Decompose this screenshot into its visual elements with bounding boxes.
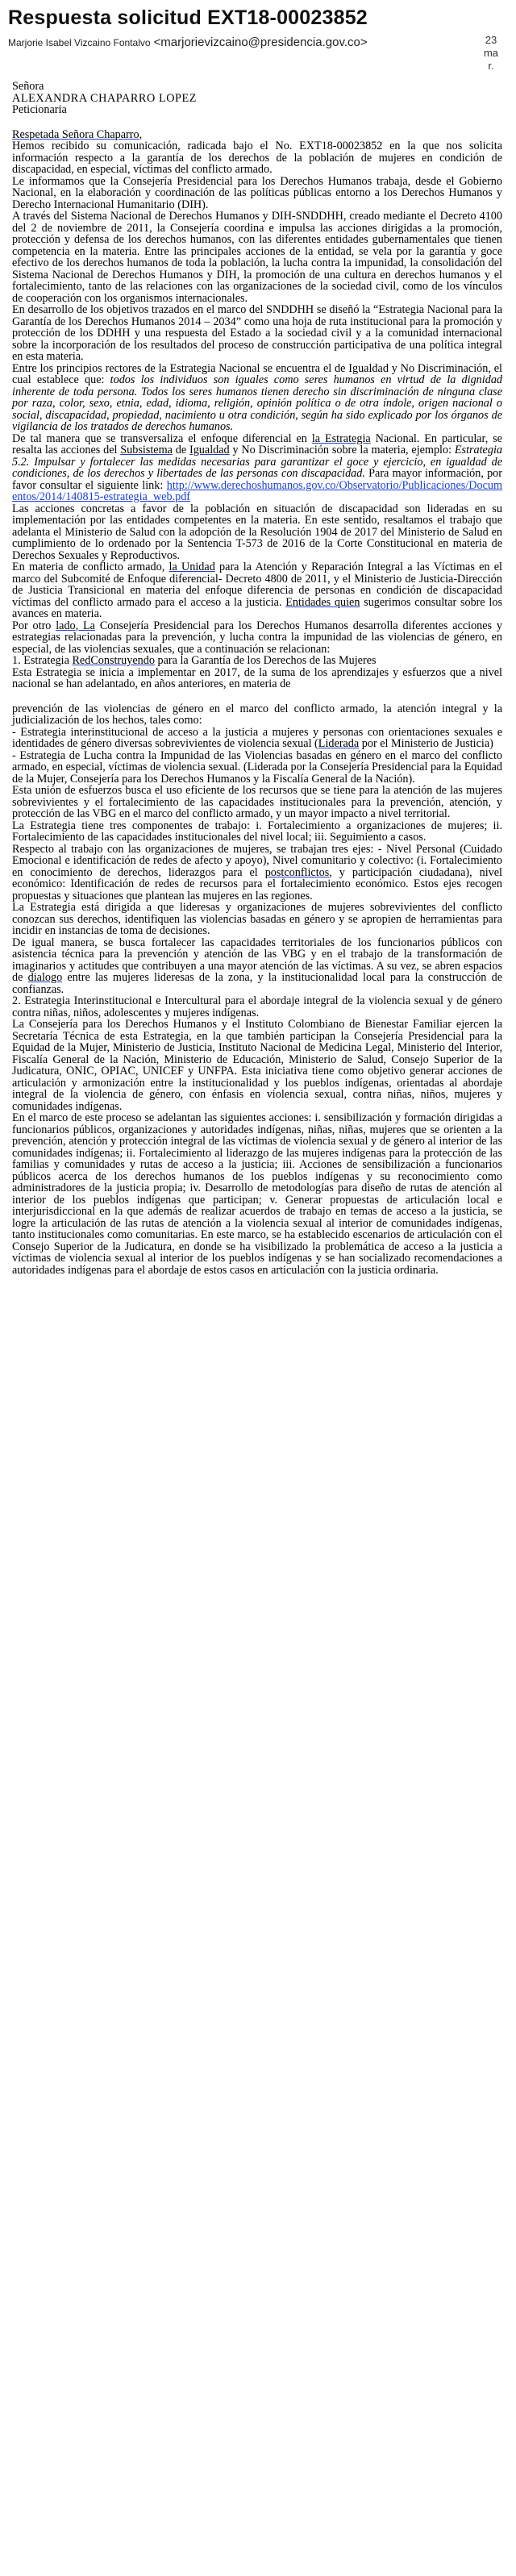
text-run: Respecto al trabajo con las organizaciones de mujeres, se trabajan tres ejes: - Nivel Personal (Cuidado Emocional e identificación de redes de afecto y apoyo), Nivel comunitario y colectivo: (i. Fortalecimiento en conocimiento de derechos, liderazgos para el xyxy=(12,842,502,879)
paragraph: En el marco de este proceso se adelantan las siguientes acciones: i. sensibilización y formación dirigidas a funcionarios públicos, organizaciones y autoridades indígenas, niñas, niñas, mujeres que se orienten a la prevención, atención y protección integral de las víctimas de violencia sexual y de género al interior de las comunidades indígenas; ii. Fortalecimiento al liderazgo de las mujeres indígenas para la protección de las familias y comunidades y rutas de acceso a la justicia; iii. Acciones de sensibilización a funcionarios públicos acerca de los derechos humanos de los pueblos indígenas y su reconocimiento como administradores de la justicia propia; iv. Desarrollo de metodologías para diseño de rutas de atención al interior de los pueblos indígenas que participan; v. Generar propuestas de articulación local e interjurisdiccional en la que además de realizar acuerdos de trabajo en temas de acceso a la justicia, se logre la articulación de las rutas de atención a la violencia sexual al interior de comunidades indígenas, tanto institucionales como comunitarias. En este marco, se ha establecido escenarios de articulación con el Consejo Superior de la Judicatura, en donde se ha visibilizado la problemática de acceso a la justicia a víctimas de violencia sexual al interior de los pueblos indígenas y se han socializado recomendaciones a autoridades indígenas para el abordaje de estos casos en articulación con la justicia ordinaria. xyxy=(12,1111,502,1277)
text-run: de xyxy=(172,444,189,456)
sender-email[interactable]: <marjorievizcaino@presidencia.gov.co> xyxy=(153,35,368,49)
section-heading-1 xyxy=(12,655,502,667)
text-run: De tal manera que se transversaliza el enfoque diferencial en xyxy=(12,431,312,445)
email-subject: Respuesta solicitud EXT18-00023852 xyxy=(8,6,368,29)
addressee-name: ALEXANDRA CHAPARRO LOPEZ xyxy=(12,91,198,105)
paragraph-principles xyxy=(12,363,502,433)
paragraph: prevención de las violencias de género en el marco del conflicto armado, la atención integral y la judicialización de los hechos, tales como: xyxy=(12,702,502,727)
document-link[interactable]: http://www.derechoshumanos.gov.co/Observatorio/Publicaciones/Documentos/2014/140815-estrategia_web.pdf xyxy=(12,478,502,503)
text-run: Para mayor información, por favor consultar el siguiente link: xyxy=(12,467,502,492)
text-run: Consejería Presidencial para los Derechos Humanos desarrolla diferentes acciones y estrategias relacionadas para la prevención, y lucha contra la impunidad de las violencias de género, en especial, de las violencias sexuales, que a continuación se relacionan: xyxy=(12,619,502,656)
date-line: ma xyxy=(483,47,499,59)
paragraph: Le informamos que la Consejería Presidencial para los Derechos Humanos trabaja, desde el Gobierno Nacional, en la elaboración y coordinación de las políticas públicas entorno a los Derechos Humanos y Derecho Internacional Humanitario (DIH). xyxy=(12,174,502,211)
page-break-gap xyxy=(12,690,502,703)
greeting-text: Respetada Señora Chaparro, xyxy=(12,127,143,141)
spellcheck-word: la Estrategia xyxy=(311,431,371,445)
text-run: - Estrategia interinstitucional de acceso a la justicia a mujeres y personas con orientaciones sexuales e identidades de género diversas sobrevivientes de violencia sexual ( xyxy=(12,725,502,750)
text-run: , y participación ciudadana), nivel económico: Identificación de redes de recursos para el fortalecimiento económico. Estos ejes recogen propuestas y situaciones que plantean las mujeres en las regiones. xyxy=(12,865,503,902)
spellcheck-word: postconflictos xyxy=(264,865,330,879)
spellcheck-word: dialogo xyxy=(27,971,63,984)
spellcheck-word: Igualdad xyxy=(189,444,230,456)
greeting xyxy=(12,129,502,141)
addressee-salutation: Señora xyxy=(12,80,44,93)
spellcheck-word: Entidades quien xyxy=(285,595,360,609)
paragraph: Esta Estrategia se inicia a implementar en 2017, de la suma de los aprendizajes y esfuerzos que a nivel nacional se han adelantado, en años anteriores, en materia de xyxy=(12,665,502,690)
paragraph-actions xyxy=(12,620,502,656)
paragraph: En desarrollo de los objetivos trazados en el marco del SNDDHH se diseñó la “Estrategia Nacional para la Garantía de los Derechos Humanos 2014 – 2034” como una hoja de ruta institucional para la promoción y protección de los DDHH y una respuesta del Estado a la sociedad civil y a la comunidad internacional sobre la incorporación de los resultados del proceso de construcción participativa de una política integral en esta materia. xyxy=(12,303,502,363)
paragraph-axes xyxy=(12,844,502,902)
text-run: y No Discriminación sobre la materia, ejemplo: xyxy=(229,444,455,456)
list-item: - Estrategia de Lucha contra la Impunidad de las Violencias basadas en género en el marco del conflicto armado, en especial, víctimas de violencia sexual. (Liderada por la Consejería Presidencial para la Equidad de la Mujer, Consejería para los Derechos Humanos y la Fiscalía General de la Nación). xyxy=(12,748,502,786)
text-run: En materia de conflicto armado, xyxy=(12,561,169,573)
letter-body xyxy=(12,81,502,1276)
sender-name: Marjorie Isabel Vizcaino Fontalvo xyxy=(8,37,151,48)
spellcheck-word: la Unidad xyxy=(169,561,215,573)
paragraph-capacities xyxy=(12,937,502,996)
paragraph: Esta unión de esfuerzos busca el uso eficiente de los recursos que se tiene para la atención de las mujeres sobrevivientes y el fortalecimiento de las capacidades institucionales para la prevención, atención, y protección de las VBG en el marco del conflicto armado, y un mayor impacto a nivel territorial. xyxy=(12,784,502,820)
paragraph-strategy-link xyxy=(12,433,502,503)
text-run: para la Garantía de los Derechos de las Mujeres xyxy=(154,654,377,667)
text-run: entre las mujeres lideresas de la zona, y la institucionalidad local para la construcción de confianzas. xyxy=(12,971,502,996)
italic-quote: todos los individuos son iguales como seres humanos en virtud de la dignidad inherente de toda persona. Todos los seres humanos tienen derecho sin discriminación de ninguna clase por raza, color, sexo, etnia, edad, idioma, religión, opinión política o de otra índole, origen nacional o social, discapacidad, propiedad, nacimiento u otra condición, según ha sido explicado por los órganos de vigilancia de los tratados de derechos humanos. xyxy=(12,373,503,433)
paragraph: A través del Sistema Nacional de Derechos Humanos y DIH-SNDDHH, creado mediante el Decreto 4100 del 2 de noviembre de 2011, la Consejería coordina e impulsa las acciones dirigidas a la promoción, protección y defensa de los derechos humanos, con las diferentes entidades gubernamentales que tienen competencia en la materia. Entre las principales acciones de la entidad, se vela por la garantía y goce efectivo de los derechos humanos de toda la población, la lucha contra la impunidad, la consolidación del Sistema Nacional de Derechos Humanos y DIH, la promoción de una cultura en derechos humanos y el fortalecimiento, tanto de las relaciones con las organizaciones de la sociedad civil, como de los vínculos de cooperación con los organismos internacionales. xyxy=(12,210,502,305)
addressee-block xyxy=(12,81,502,116)
paragraph: La Estrategia está dirigida a que lideresas y organizaciones de mujeres sobrevivientes del conflicto conozcan sus derechos, identifiquen las violencias basadas en género y se apropien de herramientas para incidir en instancias de toma de decisiones. xyxy=(12,901,502,937)
text-run: De igual manera, se busca fortalecer las capacidades territoriales de los funcionarios públicos con asistencia técnica para la prevención y atención de las VBG y en el trabajo de la transformación de imaginarios y actitudes que contribuyen a una mayor atención de las víctimas. A su vez, se abren espacios de xyxy=(12,936,502,984)
spellcheck-word: lado, La xyxy=(56,619,95,632)
paragraph-conflict xyxy=(12,561,502,620)
text-run: sugerimos consultar sobre los avances en materia. xyxy=(12,595,502,620)
spellcheck-word: Liderada xyxy=(318,737,360,750)
text-run: para la Atención y Reparación Integral a las Víctimas en el marco del Subcomité de Enfoque diferencial- Decreto 4800 de 2011, y el Ministerio de Justicia-Dirección de Justicia Transicional en materia del enfoque diferencia de personas en condición de discapacidad víctimas del conflicto armado para el acceso a la justicia. xyxy=(12,561,502,609)
paragraph: Las acciones concretas a favor de la población en situación de discapacidad son lideradas en su implementación por las entidades competentes en la materia. En este sentido, resaltamos el trabajo que adelanta el Ministerio de Salud con la adopción de la Resolución 1904 de 2017 del Ministerio de Salud en cumplimiento de lo ordenado por la Sentencia T-573 de 2016 de la Corte Constitucional en materia de Derechos Sexuales y Reproductivos. xyxy=(12,502,502,562)
date-line: r. xyxy=(488,60,494,72)
italic-quote: Estrategia 5.2. Impulsar y fortalecer las medidas necesarias para garantizar el goce y ejercicio, en igualdad de condiciones, de los derechos y libertades de las personas con discapacidad. xyxy=(12,444,502,480)
text-run: Por otro xyxy=(12,619,56,632)
email-header xyxy=(5,5,511,73)
paragraph: La Consejería para los Derechos Humanos y el Instituto Colombiano de Bienestar Familiar ejercen la Secretaría Técnica de esta Estrategia, en la que también participan la Consejería Presidencial para la Equidad de la Mujer, Ministerio de Justicia, Instituto Nacional de Medicina Legal, Ministerio del Interior, Fiscalía General de la Nación, Ministerio de Educación, Ministerio de Salud, Consejo Superior de la Judicatura, ONIC, OPIAC, UNICEF y UNFPA. Esta iniciativa tiene como objetivo generar acciones de articulación y armonización entre la institucionalidad y los pueblos indígenas, orientadas al abordaje integral de la violencia de género, con énfasis en violencia sexual, contra niñas, niños, mujeres y comunidades indígenas. xyxy=(12,1018,502,1113)
email-sender xyxy=(8,35,427,49)
list-item xyxy=(12,727,502,750)
email-date xyxy=(477,34,505,73)
text-run: Entre los principios rectores de la Estrategia Nacional se encuentra el de Igualdad y No Discriminación, el cual establece que: xyxy=(12,361,502,386)
paragraph: Hemos recibido su comunicación, radicada bajo el No. EXT18-00023852 en la que nos solicita información respecto a la garantía de los derechos de la población de mujeres en condición de discapacidad, en especial, víctimas del conflicto armado. xyxy=(12,140,502,176)
date-line: 23 xyxy=(485,34,497,46)
text-run: por el Ministerio de Justicia) xyxy=(359,737,493,750)
spellcheck-word: Subsistema xyxy=(120,444,173,456)
text-run: Nacional. En particular, se resalta las acciones del xyxy=(12,431,502,456)
text-run: 1. Estrategia xyxy=(12,654,73,667)
addressee-role: Peticionaria xyxy=(12,103,67,116)
spellcheck-word: RedConstruyendo xyxy=(72,654,155,667)
section-heading-2: 2. Estrategia Interinstitucional e Intercultural para el abordaje integral de la violencia sexual y de género contra niñas, niños, adolescentes y mujeres indígenas. xyxy=(12,994,502,1019)
paragraph: La Estrategia tiene tres componentes de trabajo: i. Fortalecimiento a organizaciones de mujeres; ii. Fortalecimiento de las capacidades institucionales del nivel local; iii. Seguimiento a casos. xyxy=(12,819,502,844)
